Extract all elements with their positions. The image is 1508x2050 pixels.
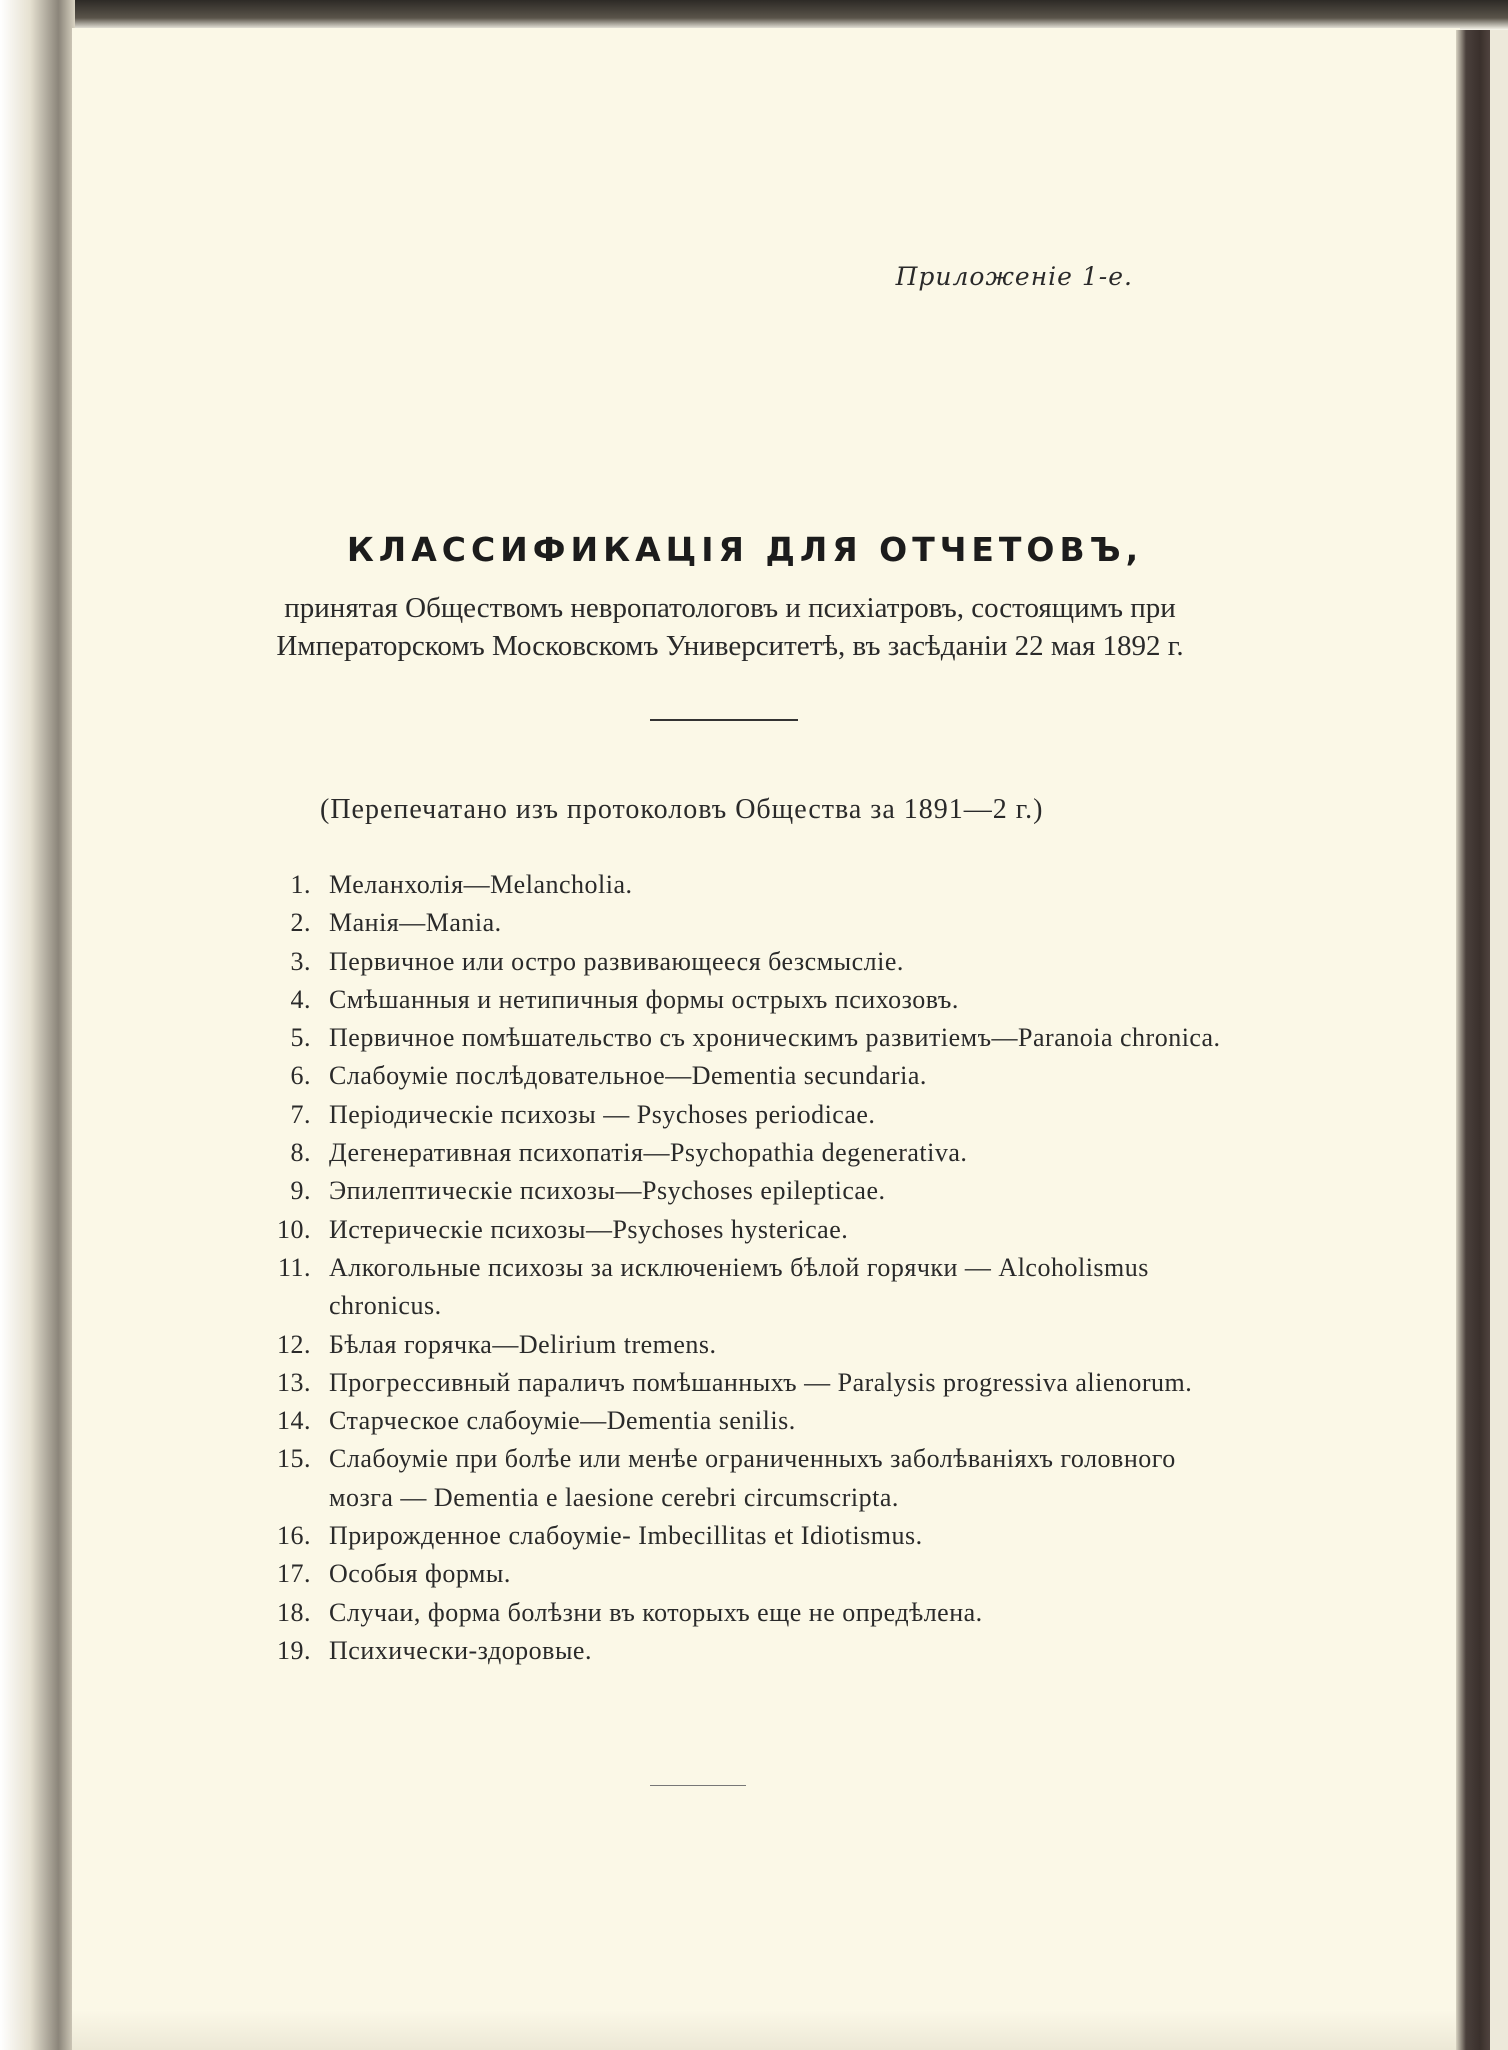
list-item [265, 866, 1245, 904]
paper-bottom-edge [72, 2010, 1460, 2050]
list-item [265, 1402, 1245, 1440]
list-item-text: Смѣшанныя и нетипичныя формы острыхъ психозовъ. [329, 984, 959, 1014]
list-item-number: 14. [277, 1406, 311, 1436]
binding-shadow-left [0, 0, 75, 2050]
list-item [265, 1517, 1245, 1555]
subtitle-line-1: принятая Обществомъ невропатологовъ и психіатровъ, состоящимъ при [284, 592, 1176, 624]
list-item-number: 3. [290, 946, 311, 976]
list-item-number: 4. [290, 984, 311, 1014]
list-item [265, 1096, 1245, 1134]
list-item-number: 8. [290, 1138, 311, 1168]
list-item-text: Алкогольные психозы за исключеніемъ бѣлой горячки — Alcoholismus chronicus. [329, 1252, 1149, 1321]
list-item-text: Случаи, форма болѣзни въ которыхъ еще не опредѣлена. [329, 1597, 983, 1627]
list-item-text: Меланхолія—Melancholia. [329, 870, 633, 899]
list-item-number: 5. [290, 1023, 311, 1053]
list-item-number: 18. [277, 1597, 311, 1627]
scan-right-margin [1490, 30, 1508, 2050]
divider-bottom [650, 1785, 746, 1786]
appendix-label: Приложеніе 1-е. [895, 262, 1133, 291]
list-item-number: 12. [277, 1329, 311, 1359]
list-item-text: Бѣлая горячка—Delirium tremens. [329, 1329, 717, 1359]
list-item-number: 2. [290, 908, 311, 938]
list-item [265, 1249, 1245, 1326]
list-item [265, 1364, 1245, 1402]
list-item [265, 1440, 1245, 1517]
list-item-text: Старческое слабоуміе—Dementia senilis. [329, 1406, 796, 1436]
list-item [265, 1057, 1245, 1095]
list-item [265, 1326, 1245, 1364]
list-item-number: 7. [290, 1099, 311, 1129]
list-item [265, 904, 1245, 942]
list-item-text: Эпилептическіе психозы—Psychoses epilepticae. [329, 1176, 886, 1206]
list-item-text: Психически-здоровые. [329, 1635, 592, 1665]
list-item [265, 1134, 1245, 1172]
list-item-text: Дегенеративная психопатія—Psychopathia degenerativa. [329, 1138, 968, 1168]
list-item-number: 1. [290, 870, 311, 899]
list-item-text: Прирожденное слабоуміе- Imbecillitas et Idiotismus. [329, 1521, 923, 1551]
list-item [265, 1211, 1245, 1249]
divider-top [650, 719, 798, 721]
list-item-number: 6. [290, 1061, 311, 1091]
list-item-number: 11. [277, 1252, 311, 1282]
list-item-text: Первичное помѣшательство съ хроническимъ развитіемъ—Paranoia chronica. [329, 1023, 1221, 1053]
scan-top-edge [0, 0, 1508, 30]
list-item-number: 17. [277, 1559, 311, 1589]
classification-list [265, 866, 1245, 1670]
list-item-number: 13. [277, 1367, 311, 1397]
list-item-text: Первичное или остро развивающееся безсмысліе. [329, 946, 904, 976]
list-item [265, 1172, 1245, 1210]
list-item-text: Особыя формы. [329, 1559, 511, 1589]
list-item [265, 943, 1245, 981]
list-item-text: Истерическіе психозы—Psychoses hystericae. [329, 1214, 849, 1244]
list-item-text: Слабоуміе послѣдовательное—Dementia secundaria. [329, 1061, 927, 1091]
list-item-number: 10. [277, 1214, 311, 1244]
list-item-text: Періодическіе психозы — Psychoses periodicae. [329, 1099, 876, 1129]
list-item-number: 19. [277, 1635, 311, 1665]
list-item-number: 15. [277, 1444, 311, 1474]
list-item-text: Манія—Mania. [329, 908, 502, 938]
list-item-number: 16. [277, 1521, 311, 1551]
list-item-number: 9. [290, 1176, 311, 1206]
list-item-text: Слабоуміе при болѣе или менѣе ограниченныхъ заболѣваніяхъ головного мозга — Dementia e laesione cerebri circumscripta. [329, 1444, 1176, 1512]
page-title: КЛАССИФИКАЦІЯ ДЛЯ ОТЧЕТОВЪ, [346, 530, 1144, 569]
list-item-text: Прогрессивный параличъ помѣшанныхъ — Paralysis progressiva alienorum. [329, 1367, 1193, 1397]
list-item [265, 1632, 1245, 1670]
reprint-note: (Перепечатано изъ протоколовъ Общества за 1891—2 г.) [320, 794, 1044, 825]
list-item [265, 981, 1245, 1019]
list-item [265, 1019, 1245, 1057]
list-item [265, 1594, 1245, 1632]
subtitle-line-2: Императорскомъ Московскомъ Университетѣ, въ засѣданіи 22 мая 1892 г. [276, 630, 1184, 662]
list-item [265, 1555, 1245, 1593]
